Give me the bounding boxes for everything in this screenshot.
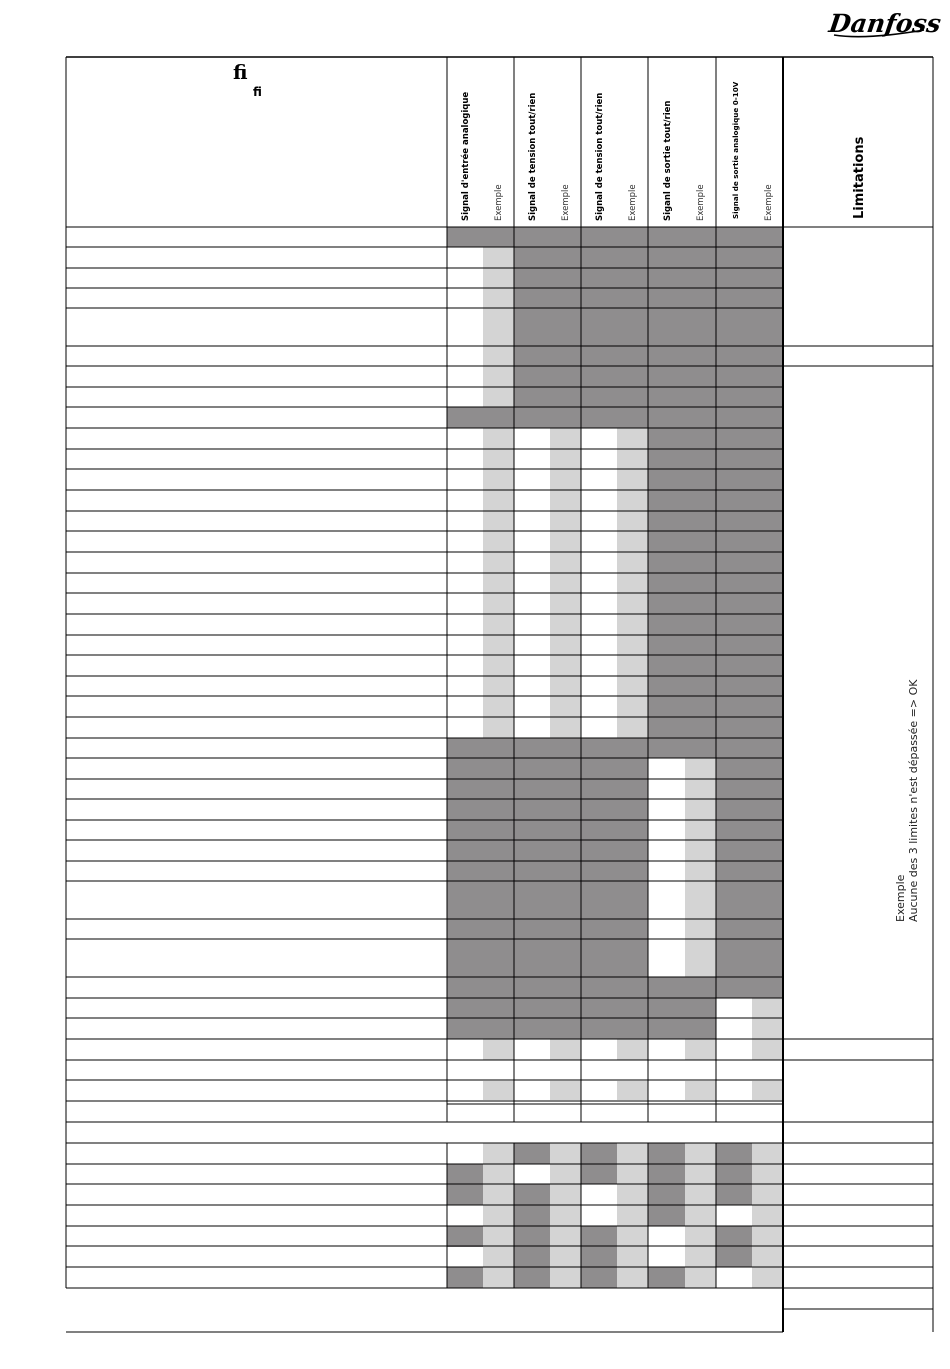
col-header-example-5: Exemple: [764, 184, 774, 221]
example-column-shading: [617, 1081, 648, 1100]
example-column-shading: [752, 1143, 783, 1288]
na-block: [581, 227, 648, 428]
na-block: [447, 738, 514, 1039]
col-header-example-4: Exemple: [696, 184, 706, 221]
na-block: [648, 977, 716, 1039]
title-glyph: fi: [233, 60, 248, 84]
na-block: [648, 227, 716, 758]
col-header-voltage-onoff-1: Signal de tension tout/rien: [528, 92, 538, 221]
na-block: [648, 1267, 685, 1288]
col-header-voltage-onoff-2: Signal de tension tout/rien: [595, 92, 605, 221]
example-column-shading: [752, 1081, 783, 1100]
col-header-example-1: Exemple: [494, 184, 504, 221]
note-line-2: Aucune des 3 limites n'est dépassée => OK: [907, 679, 920, 922]
na-block: [581, 738, 648, 1039]
col-header-limitations: Limitations: [852, 136, 867, 219]
subtitle-glyph: fi: [253, 85, 262, 99]
example-column-shading: [685, 1081, 716, 1100]
na-block: [716, 1143, 752, 1205]
col-header-analog-output: Signal de sortie analogique 0-10V: [731, 81, 740, 219]
na-block: [447, 1226, 483, 1247]
col-header-example-2: Exemple: [561, 184, 571, 221]
col-header-example-3: Exemple: [628, 184, 638, 221]
example-column-shading: [483, 1081, 514, 1100]
na-block: [514, 1143, 550, 1164]
svg-text:Danfoss: Danfoss: [827, 8, 943, 38]
na-block: [447, 407, 514, 428]
col-header-analog-input: Signal d'entrée analogique: [461, 91, 471, 221]
na-block: [581, 1226, 617, 1288]
example-column-shading: [550, 1081, 581, 1100]
example-column-shading: [550, 1143, 581, 1288]
na-block: [447, 1267, 483, 1288]
example-column-shading: [483, 1143, 514, 1288]
example-column-shading: [617, 1143, 648, 1288]
na-block: [514, 1184, 550, 1288]
example-column-shading: [685, 1143, 716, 1288]
na-block: [716, 227, 783, 998]
col-header-output-onoff: Siganl de sortie tout/rien: [663, 100, 673, 221]
na-block: [447, 227, 514, 247]
na-block: [514, 738, 581, 1039]
limitations-example-note: [894, 680, 920, 923]
na-block: [514, 227, 581, 428]
note-line-1: Exemple: [894, 874, 907, 922]
